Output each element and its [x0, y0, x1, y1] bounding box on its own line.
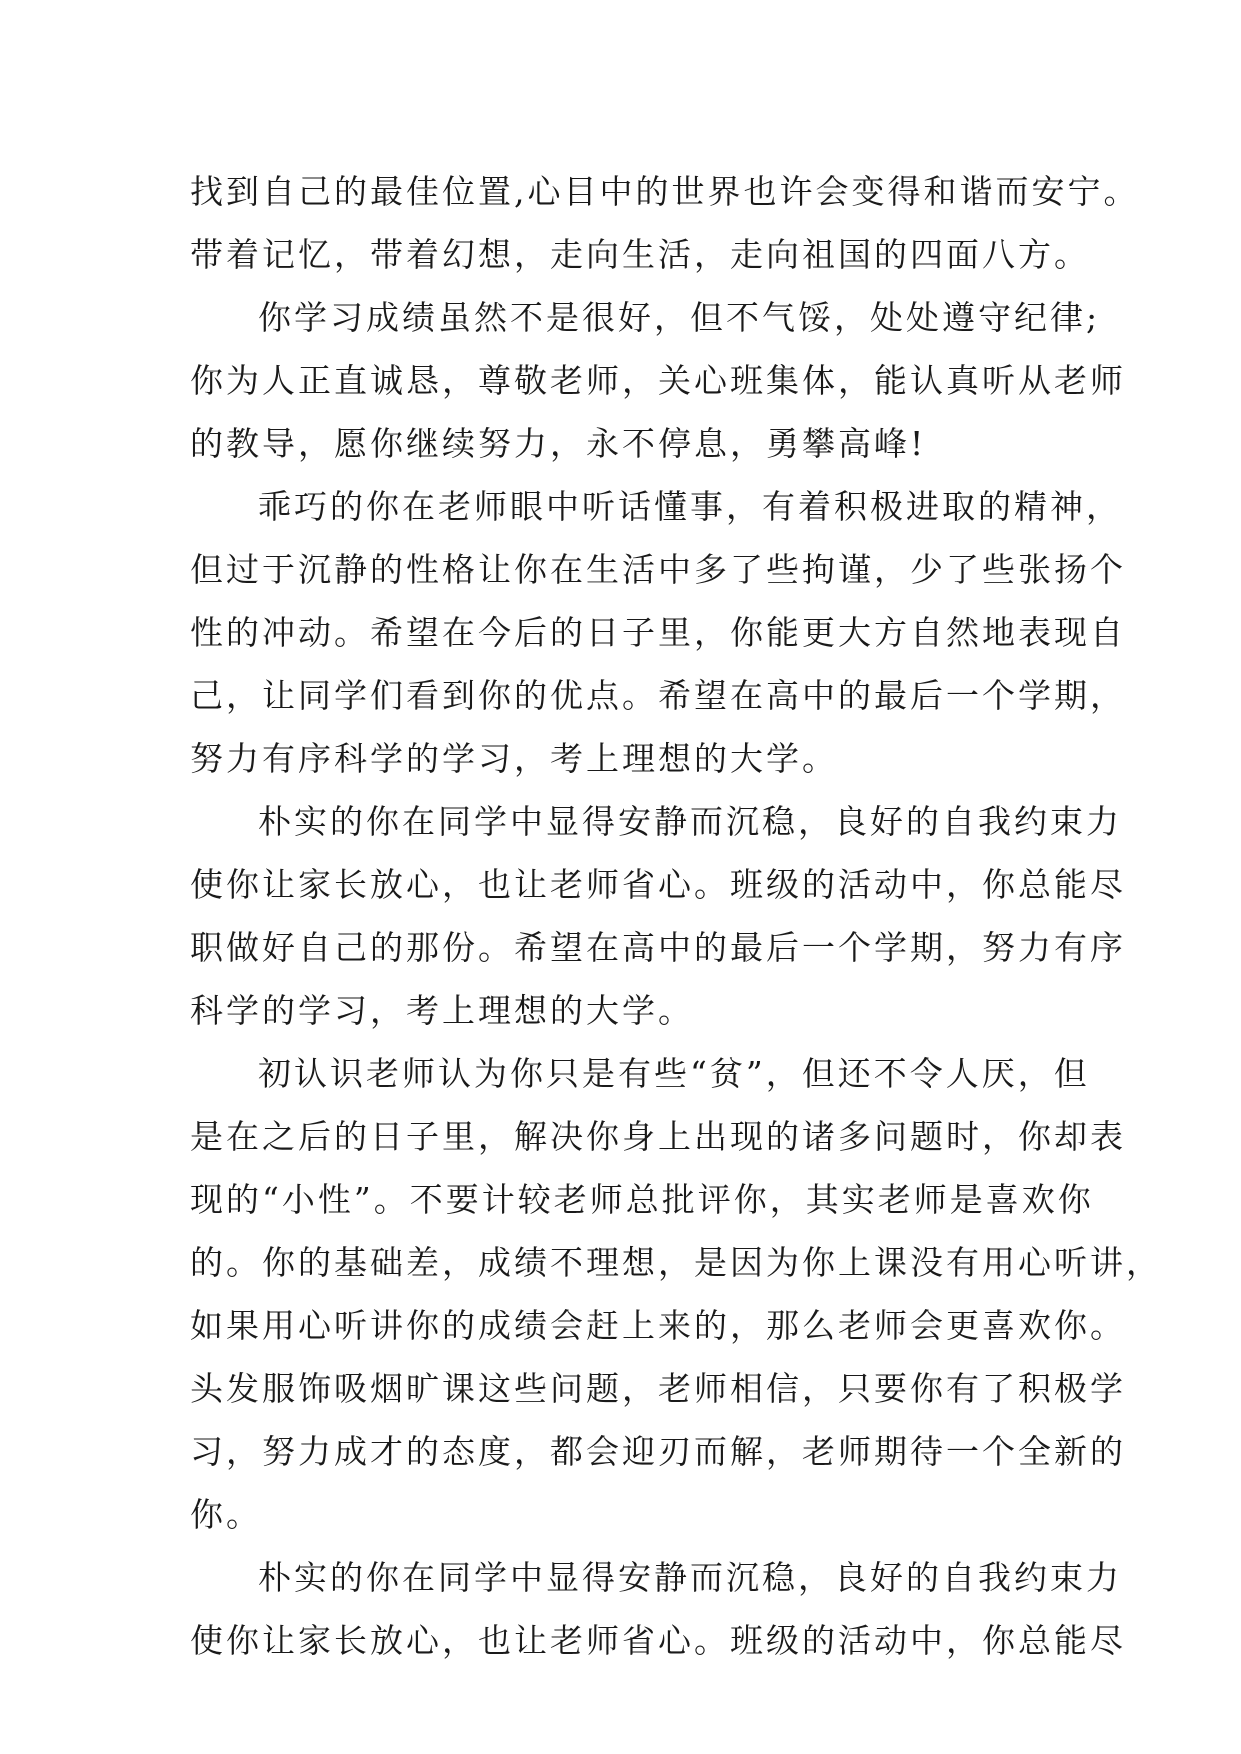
paragraph-first-line: 朴实的你在同学中显得安静而沉稳，良好的自我约束力 — [258, 1558, 1122, 1597]
paragraph-first-line: 你学习成绩虽然不是很好，但不气馁，处处遵守纪律; — [258, 298, 1101, 337]
text-line: 现的“小性”。不要计较老师总批评你，其实老师是喜欢你 — [190, 1180, 1094, 1219]
text-line: 的教导，愿你继续努力，永不停息，勇攀高峰! — [190, 424, 927, 463]
text-line: 头发服饰吸烟旷课这些问题，老师相信，只要你有了积极学 — [190, 1369, 1126, 1408]
text-line: 你。 — [190, 1495, 262, 1534]
text-line: 科学的学习，考上理想的大学。 — [190, 991, 694, 1030]
text-line: 是在之后的日子里，解决你身上出现的诸多问题时，你却表 — [190, 1117, 1126, 1156]
text-line: 职做好自己的那份。希望在高中的最后一个学期，努力有序 — [190, 928, 1126, 967]
paragraph-first-line: 乖巧的你在老师眼中听话懂事，有着积极进取的精神， — [258, 487, 1122, 526]
text-line: 的。你的基础差，成绩不理想，是因为你上课没有用心听讲， — [190, 1243, 1162, 1282]
body-text — [190, 160, 1162, 1672]
text-line: 己，让同学们看到你的优点。希望在高中的最后一个学期， — [190, 676, 1126, 715]
text-line: 性的冲动。希望在今后的日子里，你能更大方自然地表现自 — [190, 613, 1126, 652]
text-line: 使你让家长放心，也让老师省心。班级的活动中，你总能尽 — [190, 865, 1126, 904]
text-line: 带着记忆，带着幻想，走向生活，走向祖国的四面八方。 — [190, 235, 1090, 274]
paragraph-first-line: 朴实的你在同学中显得安静而沉稳，良好的自我约束力 — [258, 802, 1122, 841]
text-line: 努力有序科学的学习，考上理想的大学。 — [190, 739, 838, 778]
text-line: 你为人正直诚恳，尊敬老师，关心班集体，能认真听从老师 — [190, 361, 1126, 400]
text-line: 如果用心听讲你的成绩会赶上来的，那么老师会更喜欢你。 — [190, 1306, 1126, 1345]
paragraph-first-line: 初认识老师认为你只是有些“贫”，但还不令人厌，但 — [258, 1054, 1090, 1093]
text-line: 使你让家长放心，也让老师省心。班级的活动中，你总能尽 — [190, 1621, 1126, 1660]
text-line: 找到自己的最佳位置,心目中的世界也许会变得和谐而安宁。 — [190, 172, 1140, 211]
text-line: 习，努力成才的态度，都会迎刃而解，老师期待一个全新的 — [190, 1432, 1126, 1471]
text-line: 但过于沉静的性格让你在生活中多了些拘谨，少了些张扬个 — [190, 550, 1126, 589]
